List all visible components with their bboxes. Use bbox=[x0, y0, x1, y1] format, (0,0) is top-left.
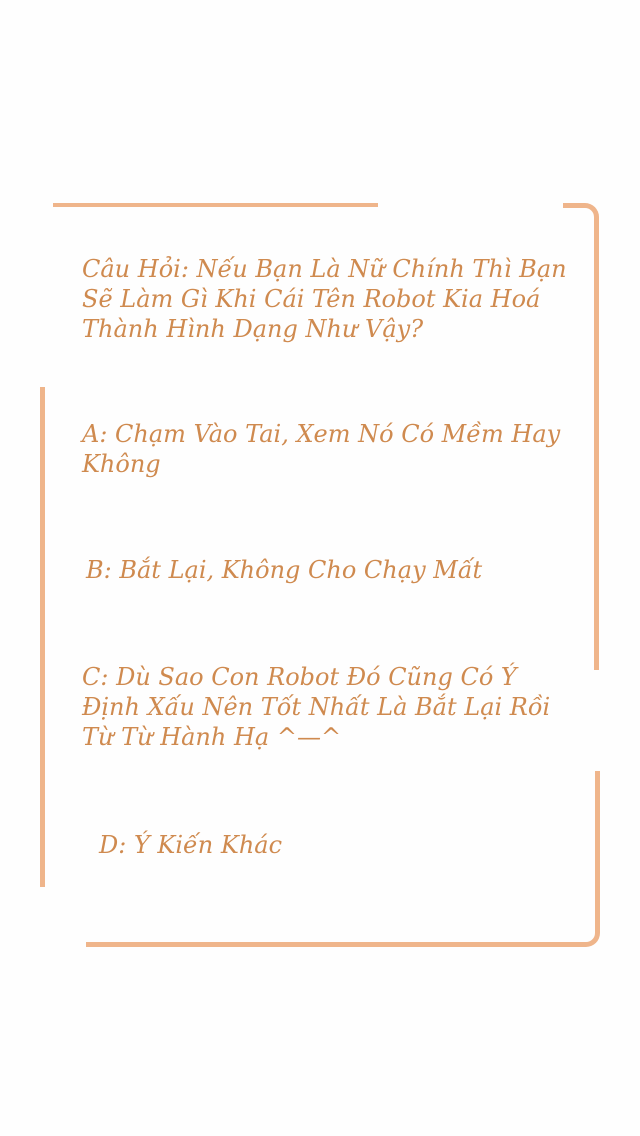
option-a: A: Chạm Vào Tai, Xem Nó Có Mềm Hay Không bbox=[82, 420, 561, 478]
question-text: Câu Hỏi: Nếu Bạn Là Nữ Chính Thì Bạn Sẽ Làm Gì Khi Cái Tên Robot Kia Hoá Thành Hình Dạng Như Vậy? bbox=[82, 255, 567, 343]
option-c: C: Dù Sao Con Robot Đó Cũng Có Ý Định Xấu Nên Tốt Nhất Là Bắt Lại Rồi Từ Từ Hành Hạ ^—^ bbox=[82, 663, 551, 751]
option-b: B: Bắt Lại, Không Cho Chạy Mất bbox=[86, 556, 483, 584]
frame-bottom-line bbox=[86, 942, 586, 947]
frame-bottom-right-corner bbox=[563, 771, 600, 947]
frame-top-line bbox=[53, 203, 378, 207]
option-d: D: Ý Kiến Khác bbox=[99, 831, 283, 859]
frame-left-line bbox=[40, 387, 45, 887]
